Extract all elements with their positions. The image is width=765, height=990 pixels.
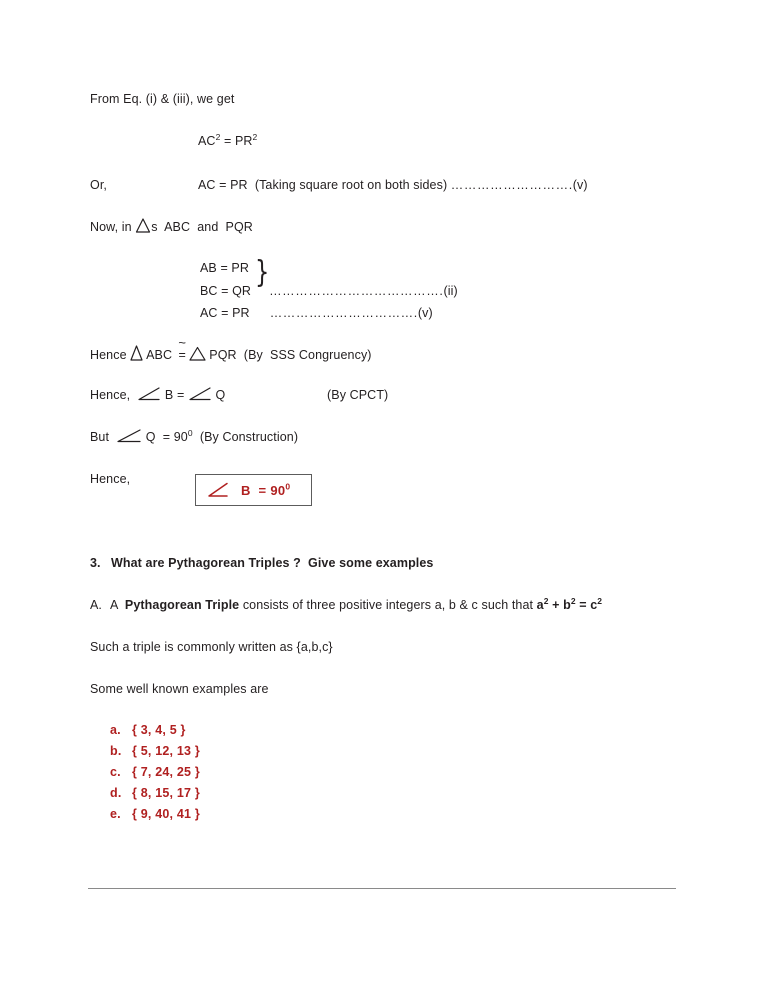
formula-b-exponent: 2 — [570, 595, 576, 606]
line-or-equation — [198, 177, 588, 193]
congruence-tilde: ~ — [178, 335, 187, 350]
answer-3-term: Pythagorean Triple — [124, 598, 240, 612]
eq-mid: = PR — [220, 134, 253, 148]
list-item-triple-a — [110, 723, 186, 737]
formula-a-exponent: 2 — [543, 595, 549, 606]
triple-marker-a: a. — [110, 723, 121, 737]
congruency-prefix: Hence — [90, 348, 131, 362]
final-answer-degree: 0 — [285, 481, 291, 492]
triple-marker-d: d. — [110, 786, 122, 800]
construction-text: Q = 90 — [142, 430, 188, 444]
construction-degree: 0 — [187, 427, 193, 438]
or-reference: (v) — [572, 178, 588, 192]
construction-prefix: But — [90, 430, 117, 444]
group-line-bc-qr-text: BC = QR — [200, 284, 252, 298]
construction-reason: (By Construction) — [192, 430, 299, 444]
answer-3-marker: A. — [90, 598, 103, 612]
question-3-number: 3. — [90, 556, 101, 570]
group-line-bc-qr — [200, 283, 458, 299]
line-cpct — [90, 387, 225, 403]
triangle-icon — [135, 218, 151, 233]
angle-icon-b — [137, 387, 161, 401]
formula-c-exponent: 2 — [597, 595, 603, 606]
congruency-tri2-label: PQR — [205, 348, 241, 362]
or-label: Or, — [90, 178, 107, 192]
congruence-symbol — [176, 335, 189, 363]
cpct-angle-b-label: B = — [161, 388, 188, 402]
formula-plus-b: + b — [548, 598, 571, 612]
group-line-ac-pr-text: AC = PR — [200, 306, 250, 320]
examples-intro-line: Some well known examples are — [90, 682, 269, 696]
list-item-triple-c — [110, 765, 200, 779]
triple-value-e: { 9, 40, 41 } — [132, 807, 200, 821]
triple-marker-b: b. — [110, 744, 122, 758]
group-leader-dots-v: ……………………………. — [269, 306, 418, 320]
now-in-prefix: Now, in — [90, 220, 136, 234]
final-answer-box — [195, 474, 312, 506]
cpct-reason: (By CPCT) — [327, 388, 389, 402]
question-3-title: What are Pythagorean Triples ? Give some examples — [111, 556, 434, 570]
eq-ac-exponent: 2 — [215, 131, 221, 142]
list-item-triple-b — [110, 744, 200, 758]
triple-value-c: { 7, 24, 25 } — [132, 765, 200, 779]
line-from-eq: From Eq. (i) & (iii), we get — [90, 92, 235, 106]
group-reference-v: (v) — [417, 306, 433, 320]
congruency-reason: (By SSS Congruency) — [240, 348, 372, 362]
triangle-icon-pqr — [189, 346, 206, 361]
triple-value-b: { 5, 12, 13 } — [132, 744, 200, 758]
angle-icon-construction — [116, 429, 142, 443]
line-congruency — [90, 335, 372, 363]
triple-value-d: { 8, 15, 17 } — [132, 786, 200, 800]
group-line-ab-pr: AB = PR — [200, 261, 249, 275]
hence-label: Hence, — [90, 472, 131, 486]
eq-ac: AC — [198, 134, 216, 148]
triangle-icon-abc — [130, 345, 143, 361]
triple-marker-c: c. — [110, 765, 121, 779]
group-reference-ii: (ii) — [443, 284, 458, 298]
answer-3-prefix: A — [110, 598, 125, 612]
group-leader-dots-ii: …………………………………. — [269, 284, 444, 298]
formula-equals-c: = c — [575, 598, 598, 612]
line-now-in-triangles — [90, 218, 253, 235]
equation-ac-squared — [198, 133, 257, 149]
or-equation-text: AC = PR (Taking square root on both sides) — [198, 178, 451, 192]
triple-value-a: { 3, 4, 5 } — [132, 723, 186, 737]
list-item-triple-d — [110, 786, 200, 800]
cpct-prefix: Hence, — [90, 388, 138, 402]
formula-a: a — [536, 598, 544, 612]
line-construction — [90, 429, 298, 445]
congruence-equals: = — [178, 348, 186, 362]
triple-marker-e: e. — [110, 807, 121, 821]
leader-dots: ………………………. — [450, 178, 573, 192]
eq-pr-exponent: 2 — [252, 131, 258, 142]
angle-icon-answer — [207, 482, 229, 498]
congruency-tri1-label: ABC — [143, 348, 176, 362]
final-answer-value: B = 90 — [241, 482, 286, 498]
angle-icon-q — [188, 387, 212, 401]
now-in-suffix: s ABC and PQR — [151, 220, 253, 234]
cpct-angle-q-label: Q — [211, 388, 226, 402]
answer-3-text — [110, 597, 602, 613]
footer-divider — [88, 888, 676, 889]
written-as-line: Such a triple is commonly written as {a,b,c} — [90, 640, 333, 654]
group-line-ac-pr — [200, 305, 433, 321]
list-item-triple-e — [110, 807, 200, 821]
grouping-brace: } — [255, 255, 270, 290]
final-answer-text — [241, 483, 290, 498]
answer-3-mid: consists of three positive integers a, b & c such that — [239, 598, 537, 612]
